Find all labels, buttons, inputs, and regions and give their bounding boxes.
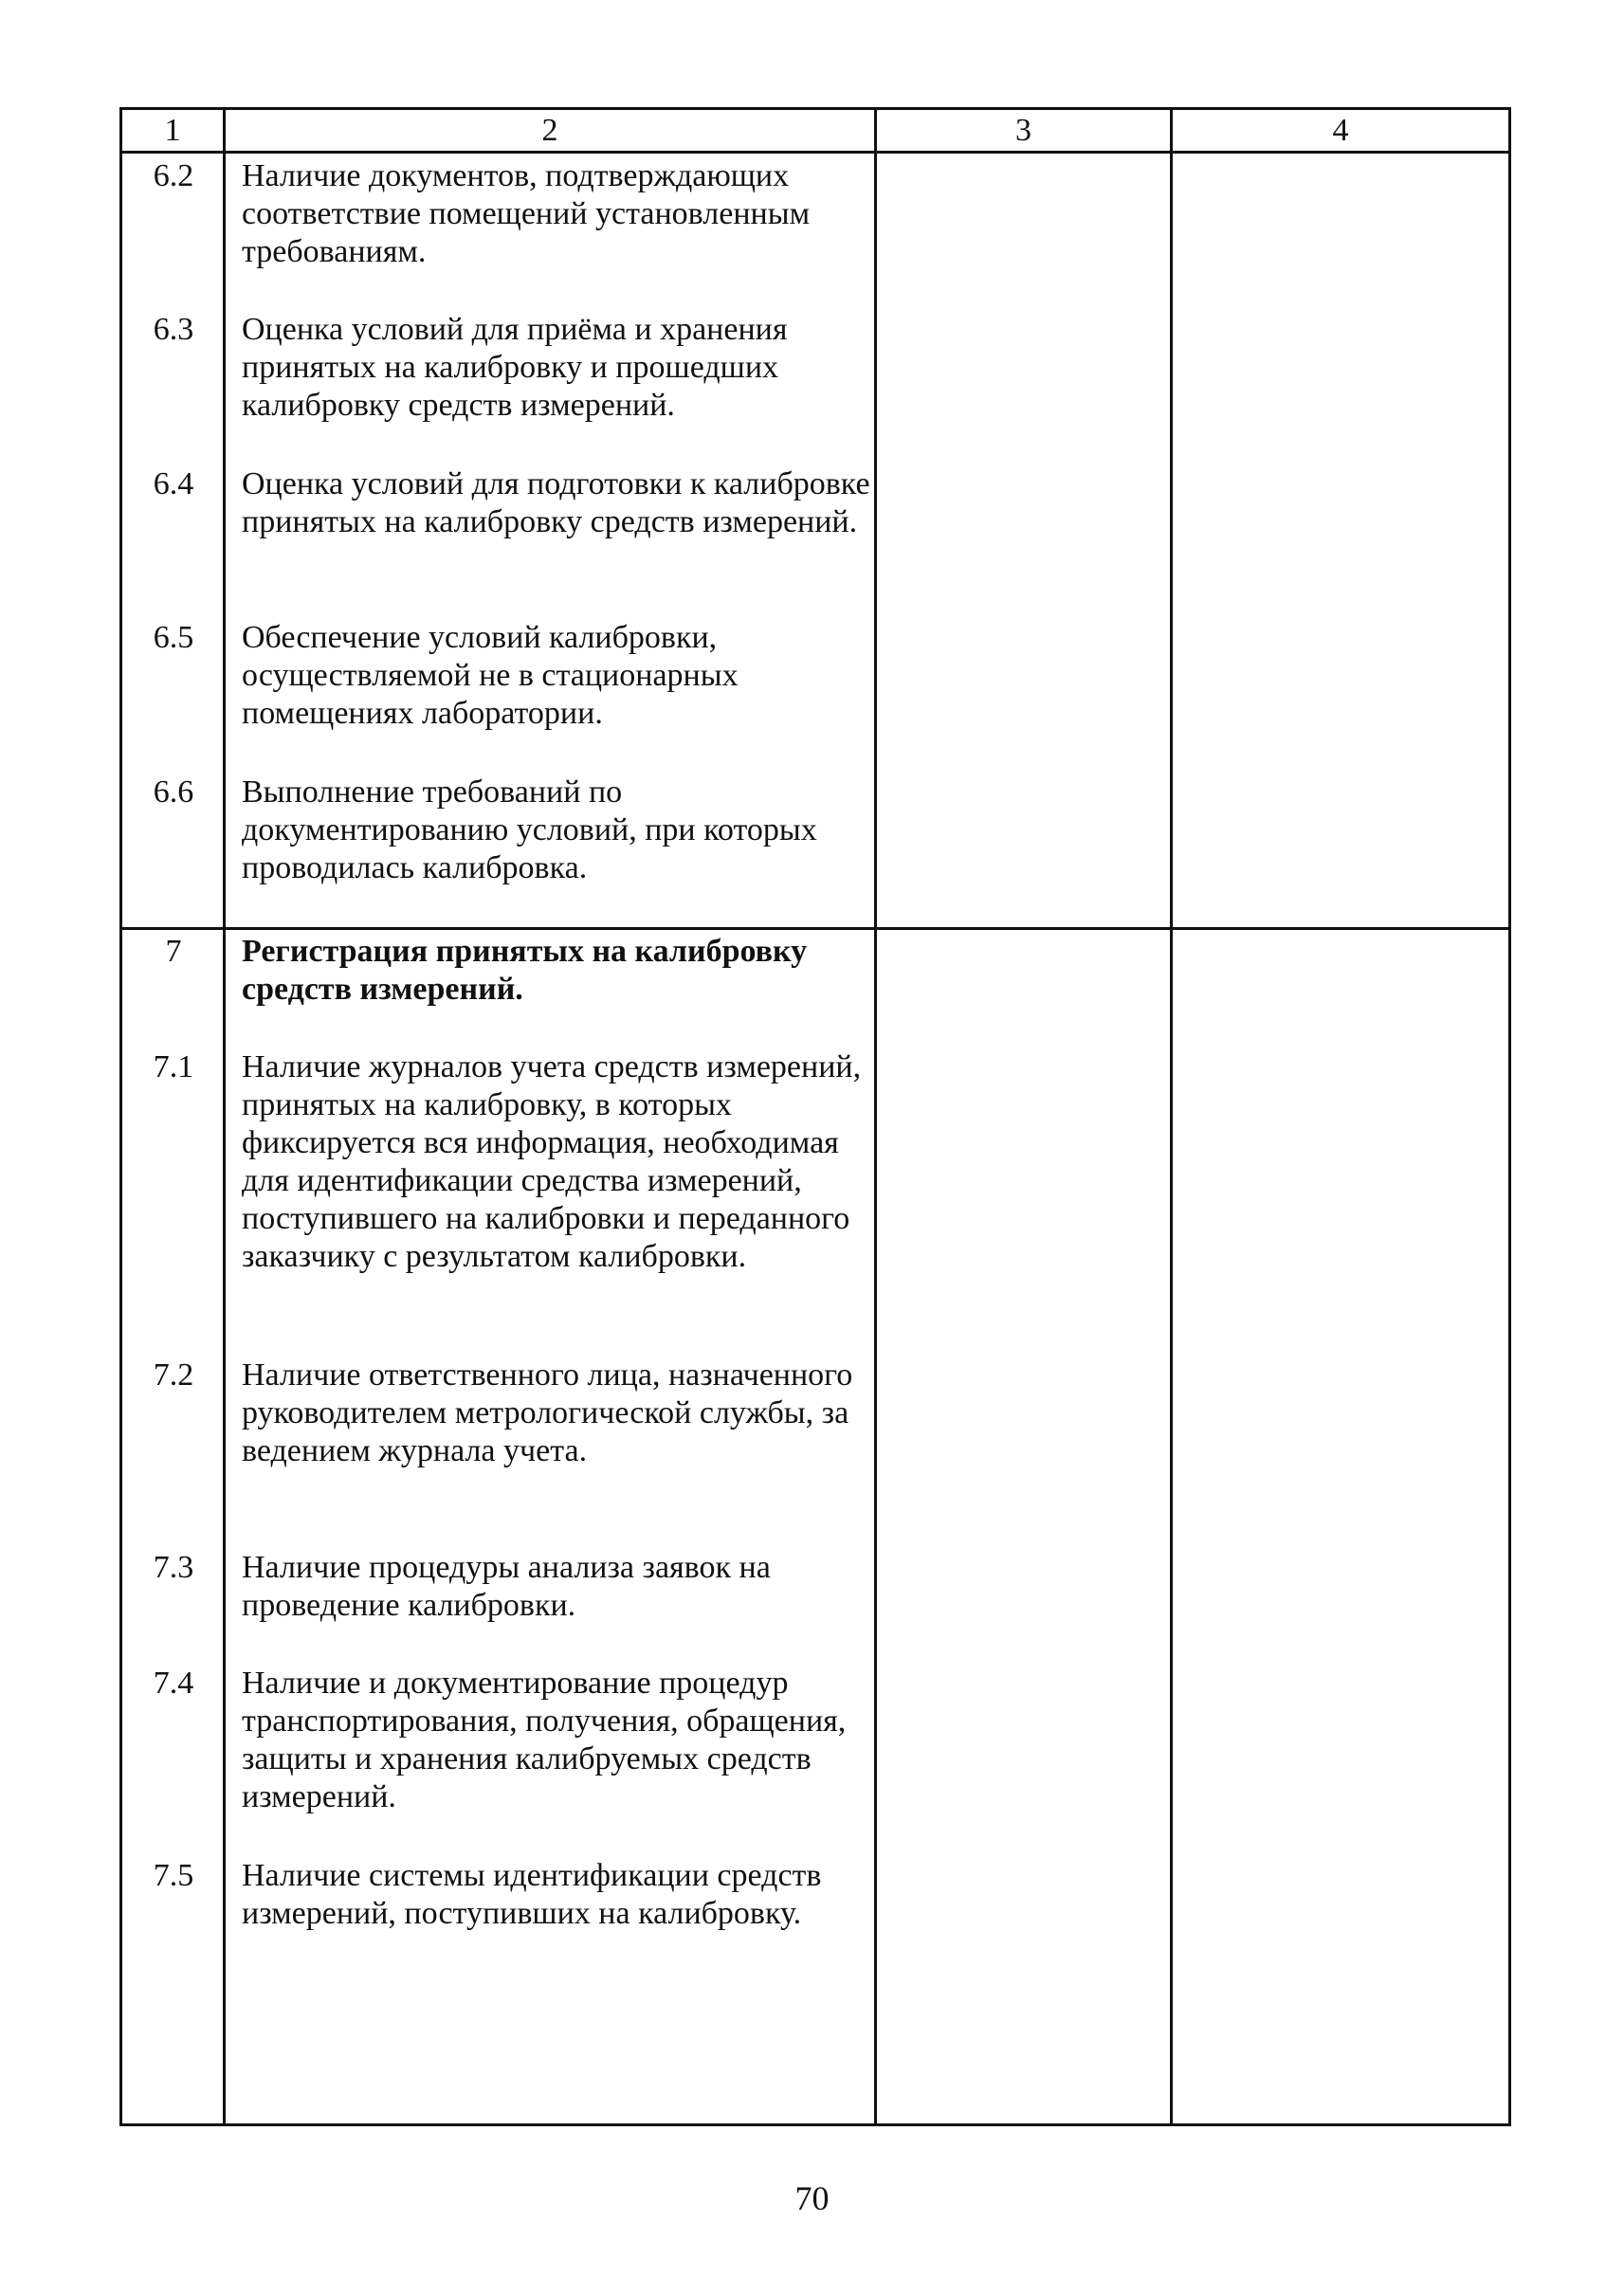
page-number: 70	[794, 2179, 830, 2217]
row-text: Выполнение требований по документированию условий, при которых проводилась калибровка.	[242, 774, 817, 885]
header-divider	[122, 151, 1508, 154]
row-number: 6.3	[153, 312, 194, 347]
header-col-2: 2	[541, 113, 558, 148]
row-number: 7.2	[153, 1357, 194, 1393]
row-number: 6.5	[153, 620, 194, 655]
row-number: 7.3	[153, 1550, 194, 1585]
row-text: Наличие и документирование процедур транспортирования, получения, обращения, защиты и хранения калибруемых средств измерений.	[242, 1666, 847, 1814]
row-number: 7.4	[153, 1666, 194, 1701]
row-text: Наличие ответственного лица, назначенного руководителем метрологической службы, за ведением журнала учета.	[242, 1357, 853, 1468]
row-text: Наличие документов, подтверждающих соответствие помещений установленным требованиям.	[242, 158, 811, 269]
row-text: Наличие процедуры анализа заявок на проведение калибровки.	[242, 1550, 771, 1623]
section-divider	[122, 927, 1508, 930]
column-divider	[223, 110, 226, 2123]
row-number: 6.6	[153, 774, 194, 810]
row-number: 7.5	[153, 1858, 194, 1893]
section-title: Регистрация принятых на калибровку средств измерений.	[242, 934, 808, 1007]
row-text: Наличие системы идентификации средств измерений, поступивших на калибровку.	[242, 1858, 822, 1931]
checklist-table	[119, 107, 1511, 2126]
header-col-3: 3	[1015, 113, 1031, 148]
section-number: 7	[165, 934, 182, 969]
header-col-1: 1	[164, 113, 181, 148]
row-text: Оценка условий для подготовки к калибровке принятых на калибровку средств измерений.	[242, 466, 870, 539]
header-col-4: 4	[1332, 113, 1349, 148]
row-number: 6.4	[153, 466, 194, 501]
row-text: Наличие журналов учета средств измерений, принятых на калибровку, в которых фиксируется вся информация, необходимая для идентификации средства измерений, поступившего на калибровки и переданного заказчику с результатом калибровки.	[242, 1049, 862, 1274]
row-text: Обеспечение условий калибровки, осуществляемой не в стационарных помещениях лаборатории.	[242, 620, 739, 731]
row-number: 6.2	[153, 158, 194, 193]
column-divider	[1170, 110, 1173, 2123]
row-number: 7.1	[153, 1049, 194, 1084]
row-text: Оценка условий для приёма и хранения принятых на калибровку и прошедших калибровку средств измерений.	[242, 312, 788, 423]
